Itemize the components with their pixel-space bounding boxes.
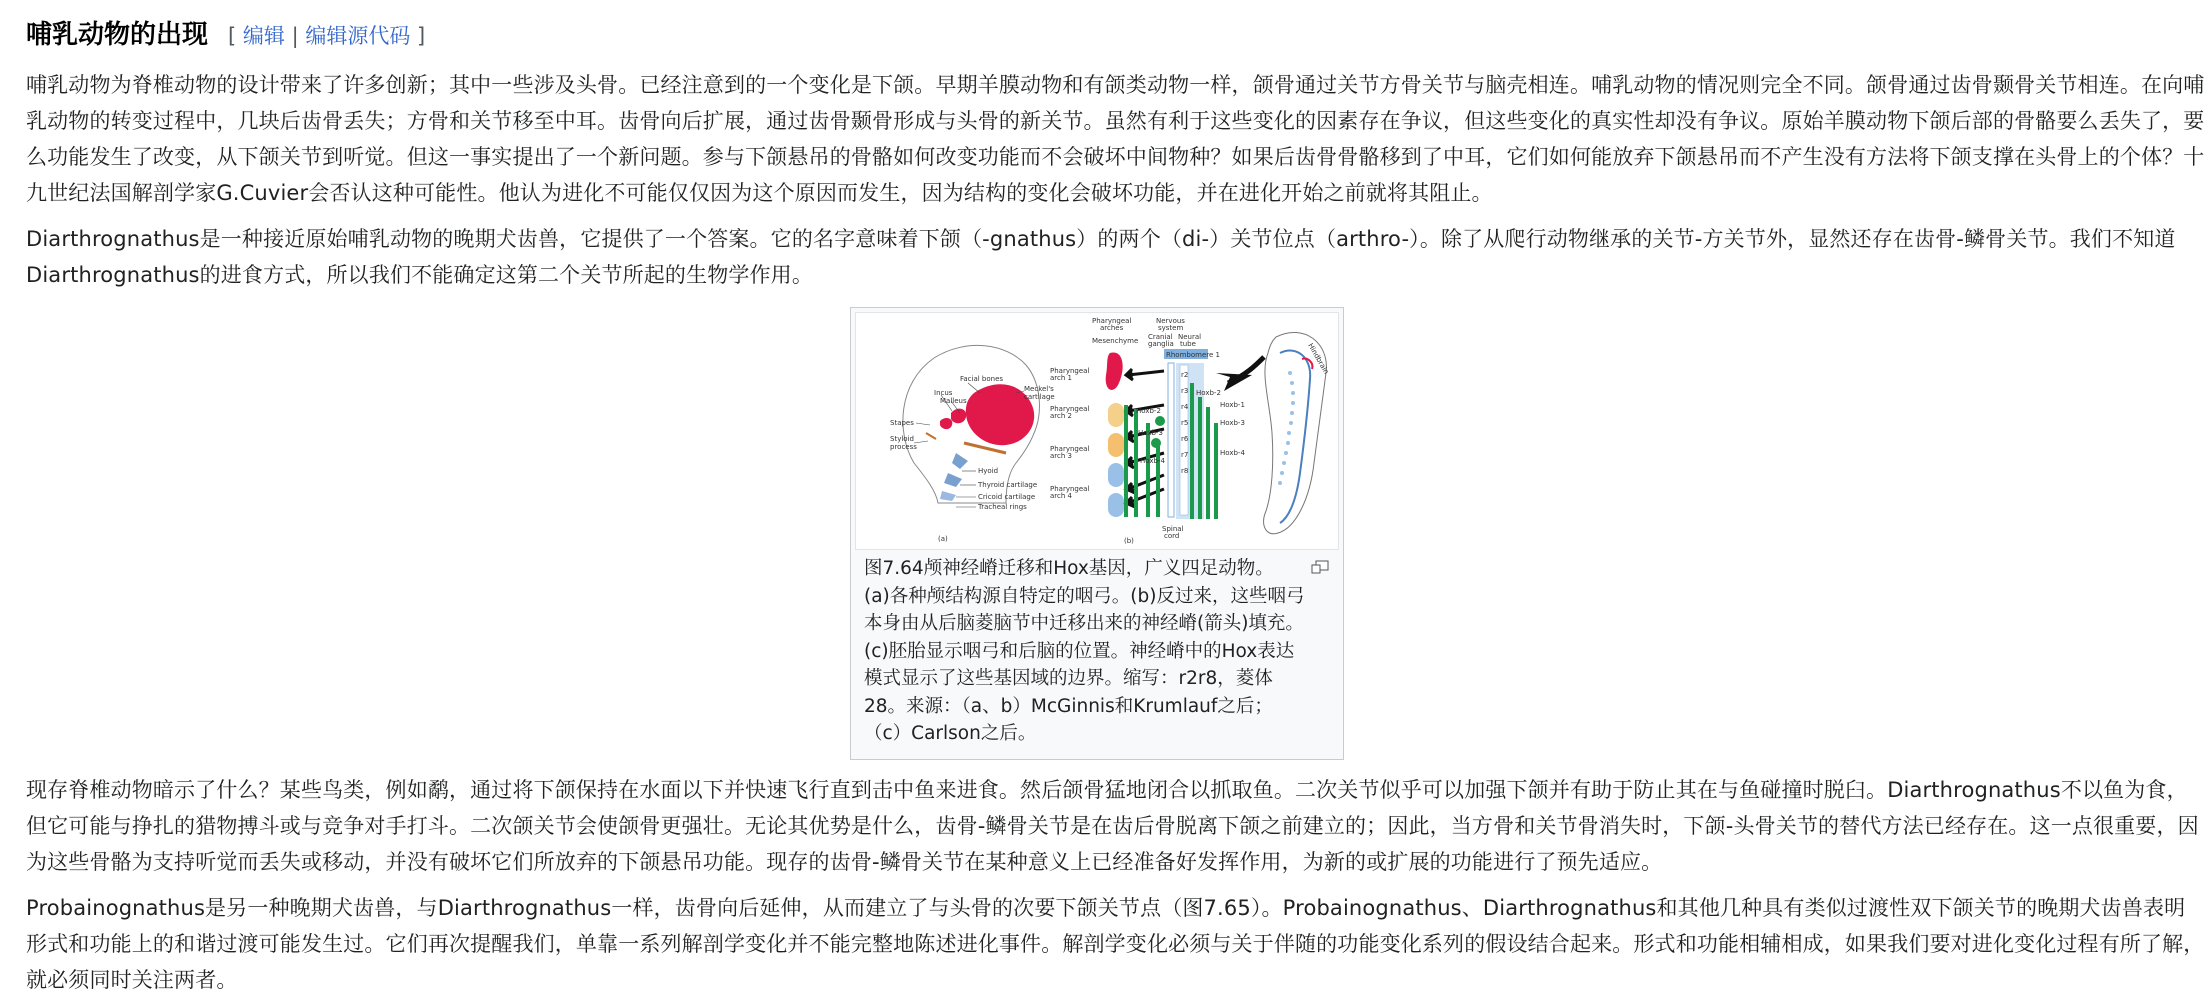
paragraph-2: Diarthrognathus是一种接近原始哺乳动物的晚期犬齿兽，它提供了一个答案。它的名字意味着下颌（-gnathus）的两个（di-）关节位点（arthro-）。除了从爬行动物继承的关节-方关节外，显然还存在齿骨-鳞骨关节。我们不知道Diarthrognathus的进食方式，所以我们不能确定这第二个关节所起的生物学作用。 bbox=[26, 227, 2176, 287]
caption-line-2: (a)各种颅结构源自特定的咽弓。(b)反过来，这些咽弓 bbox=[864, 585, 1305, 607]
label-styloid: Styloid bbox=[890, 435, 914, 443]
label-arch-2: arch 2 bbox=[1050, 412, 1072, 420]
label-r7: r7 bbox=[1181, 451, 1189, 459]
label-tracheal: Tracheal rings bbox=[978, 503, 1027, 511]
edit-link[interactable]: 编辑 bbox=[242, 24, 285, 48]
caption-line-4: (c)胚胎显示咽弓和后脑的位置。神经嵴中的Hox表达 bbox=[864, 640, 1295, 662]
label-cord: cord bbox=[1164, 532, 1180, 540]
label-pharyngeal-top: Pharyngeal bbox=[1092, 317, 1132, 325]
label-cranial: Cranial bbox=[1148, 333, 1173, 341]
figure-image[interactable] bbox=[855, 312, 1339, 550]
caption-line-7: （c）Carlson之后。 bbox=[864, 723, 1037, 744]
panel-a-head bbox=[890, 345, 1055, 543]
section-title: 哺乳动物的出现 bbox=[26, 20, 209, 50]
caption-line-6: 28。来源：（a、b）McGinnis和Krumlauf之后； bbox=[864, 695, 1273, 717]
label-system: system bbox=[1158, 324, 1184, 332]
label-tube: tube bbox=[1180, 340, 1196, 348]
label-ganglia: ganglia bbox=[1148, 340, 1174, 348]
edit-source-link[interactable]: 编辑源代码 bbox=[305, 24, 411, 48]
label-hoxb4-a: Hoxb-4 bbox=[1140, 457, 1165, 465]
figure-container bbox=[26, 307, 2212, 760]
label-nervous: Nervous bbox=[1156, 317, 1185, 325]
label-arch-1: arch 1 bbox=[1050, 374, 1072, 382]
panel-b-rhombomeres bbox=[1050, 317, 1264, 545]
label-incus: Incus bbox=[934, 389, 953, 397]
paragraph-4: Probainognathus是另一种晚期犬齿兽，与Diarthrognathus一样，齿骨向后延伸，从而建立了与头骨的次要下颌关节点（图7.65）。Probainognathus、Diarthrognathus和其他几种具有类似过渡性双下颌关节的晚期犬齿兽表明形式和功能上的和谐过渡可能发生过。它们再次提醒我们，单靠一系列解剖学变化并不能完整地陈述进化事件。解剖学变化必须与关于伴随的功能变化系列的假设结合起来。形式和功能相辅相成，如果我们要对进化变化过程有所了解，就必须同时关注两者。 bbox=[26, 896, 2205, 992]
label-mesenchyme: Mesenchyme bbox=[1092, 337, 1139, 345]
edit-separator: | bbox=[291, 24, 299, 48]
label-pharyngeal-4: Pharyngeal bbox=[1050, 485, 1090, 493]
neural-crest-diagram bbox=[856, 313, 1339, 550]
figure-caption bbox=[855, 550, 1339, 748]
label-hoxb3-a: Hoxb-3 bbox=[1138, 429, 1163, 437]
label-process: process bbox=[890, 443, 917, 451]
label-hoxb2-b: Hoxb-2 bbox=[1196, 389, 1221, 397]
paragraph-3: 现存脊椎动物暗示了什么？某些鸟类，例如鹬，通过将下颌保持在水面以下并快速飞行直到击中鱼来进食。然后颌骨猛地闭合以抓取鱼。二次关节似乎可以加强下颌并有助于防止其在与鱼碰撞时脱臼。Diarthrognathus不以鱼为食，但它可能与挣扎的猎物搏斗或与竞争对手打斗。二次颌关节会使颌骨更强壮。无论其优势是什么，齿骨-鳞骨关节是在齿后骨脱离下颌之前建立的；因此，当方骨和关节骨消失时，下颌-头骨关节的替代方法已经存在。这一点很重要，因为这些骨骼为支持听觉而丢失或移动，并没有破坏它们所放弃的下颌悬吊功能。现存的齿骨-鳞骨关节在某种意义上已经准备好发挥作用，为新的或扩展的功能进行了预先适应。 bbox=[26, 778, 2199, 874]
label-r2: r2 bbox=[1181, 371, 1189, 379]
label-pharyngeal-2: Pharyngeal bbox=[1050, 405, 1090, 413]
label-hyoid: Hyoid bbox=[978, 467, 999, 475]
label-r4: r4 bbox=[1181, 403, 1189, 411]
edit-bracket-open: [ bbox=[228, 24, 237, 48]
label-r8: r8 bbox=[1181, 467, 1189, 475]
label-panel-a: (a) bbox=[938, 535, 948, 543]
label-hoxb2-a: Hoxb-2 bbox=[1136, 407, 1161, 415]
label-hoxb3-b: Hoxb-3 bbox=[1220, 419, 1245, 427]
label-facial-bones: Facial bones bbox=[960, 375, 1004, 383]
caption-line-3: 本身由从后脑菱脑节中迁移出来的神经嵴(箭头)填充。 bbox=[864, 613, 1304, 634]
caption-line-1: 图7.64颅神经嵴迁移和Hox基因，广义四足动物。 bbox=[864, 558, 1274, 579]
label-neural: Neural bbox=[1178, 333, 1202, 341]
label-stapes: Stapes bbox=[890, 419, 914, 427]
label-r3: r3 bbox=[1181, 387, 1189, 395]
caption-line-5: 模式显示了这些基因域的边界。缩写：r2r8，菱体 bbox=[864, 668, 1273, 689]
edit-bracket-close: ] bbox=[417, 24, 426, 48]
enlarge-icon[interactable] bbox=[1311, 560, 1329, 574]
label-r5: r5 bbox=[1181, 419, 1189, 427]
label-arch-4: arch 4 bbox=[1050, 492, 1072, 500]
label-hoxb1: Hoxb-1 bbox=[1220, 401, 1245, 409]
figure-thumbnail bbox=[850, 307, 1344, 760]
section-heading bbox=[26, 14, 2212, 54]
label-cartilage: cartilage bbox=[1024, 393, 1055, 401]
label-pharyngeal-1: Pharyngeal bbox=[1050, 367, 1090, 375]
paragraph-1: 哺乳动物为脊椎动物的设计带来了许多创新；其中一些涉及头骨。已经注意到的一个变化是下颌。早期羊膜动物和有颌类动物一样，颌骨通过关节方骨关节与脑壳相连。哺乳动物的情况则完全不同。颌骨通过齿骨颞骨关节相连。在向哺乳动物的转变过程中，几块后齿骨丢失；方骨和关节移至中耳。齿骨向后扩展，通过齿骨颞骨形成与头骨的新关节。虽然有利于这些变化的因素存在争议，但这些变化的真实性却没有争议。原始羊膜动物下颌后部的骨骼要么丢失了，要么功能发生了改变，从下颌关节到听觉。但这一事实提出了一个新问题。参与下颌悬吊的骨骼如何改变功能而不会破坏中间物种？如果后齿骨骨骼移到了中耳，它们如何能放弃下颌悬吊而不产生没有方法将下颌支撑在头骨上的个体？十九世纪法国解剖学家G.Cuvier会否认这种可能性。他认为进化不可能仅仅因为这个原因而发生，因为结构的变化会破坏功能，并在进化开始之前就将其阻止。 bbox=[26, 73, 2205, 205]
label-thyroid: Thyroid cartilage bbox=[978, 481, 1038, 489]
label-pharyngeal-3: Pharyngeal bbox=[1050, 445, 1090, 453]
label-hoxb4-b: Hoxb-4 bbox=[1220, 449, 1245, 457]
panel-c-embryo bbox=[1264, 332, 1331, 533]
label-meckels: Meckel's bbox=[1024, 385, 1054, 393]
label-panel-b: (b) bbox=[1124, 537, 1134, 545]
label-spinal: Spinal bbox=[1162, 525, 1184, 533]
label-r6: r6 bbox=[1181, 435, 1189, 443]
label-cricoid: Cricoid cartilage bbox=[978, 493, 1036, 501]
label-hindbrain: Hindbrain bbox=[1306, 342, 1331, 376]
edit-section-links bbox=[228, 20, 425, 50]
label-rhombomere: Rhombomere 1 bbox=[1166, 351, 1220, 359]
label-malleus: Malleus bbox=[940, 397, 967, 405]
label-arch-3: arch 3 bbox=[1050, 452, 1072, 460]
label-arches-top: arches bbox=[1100, 324, 1124, 332]
